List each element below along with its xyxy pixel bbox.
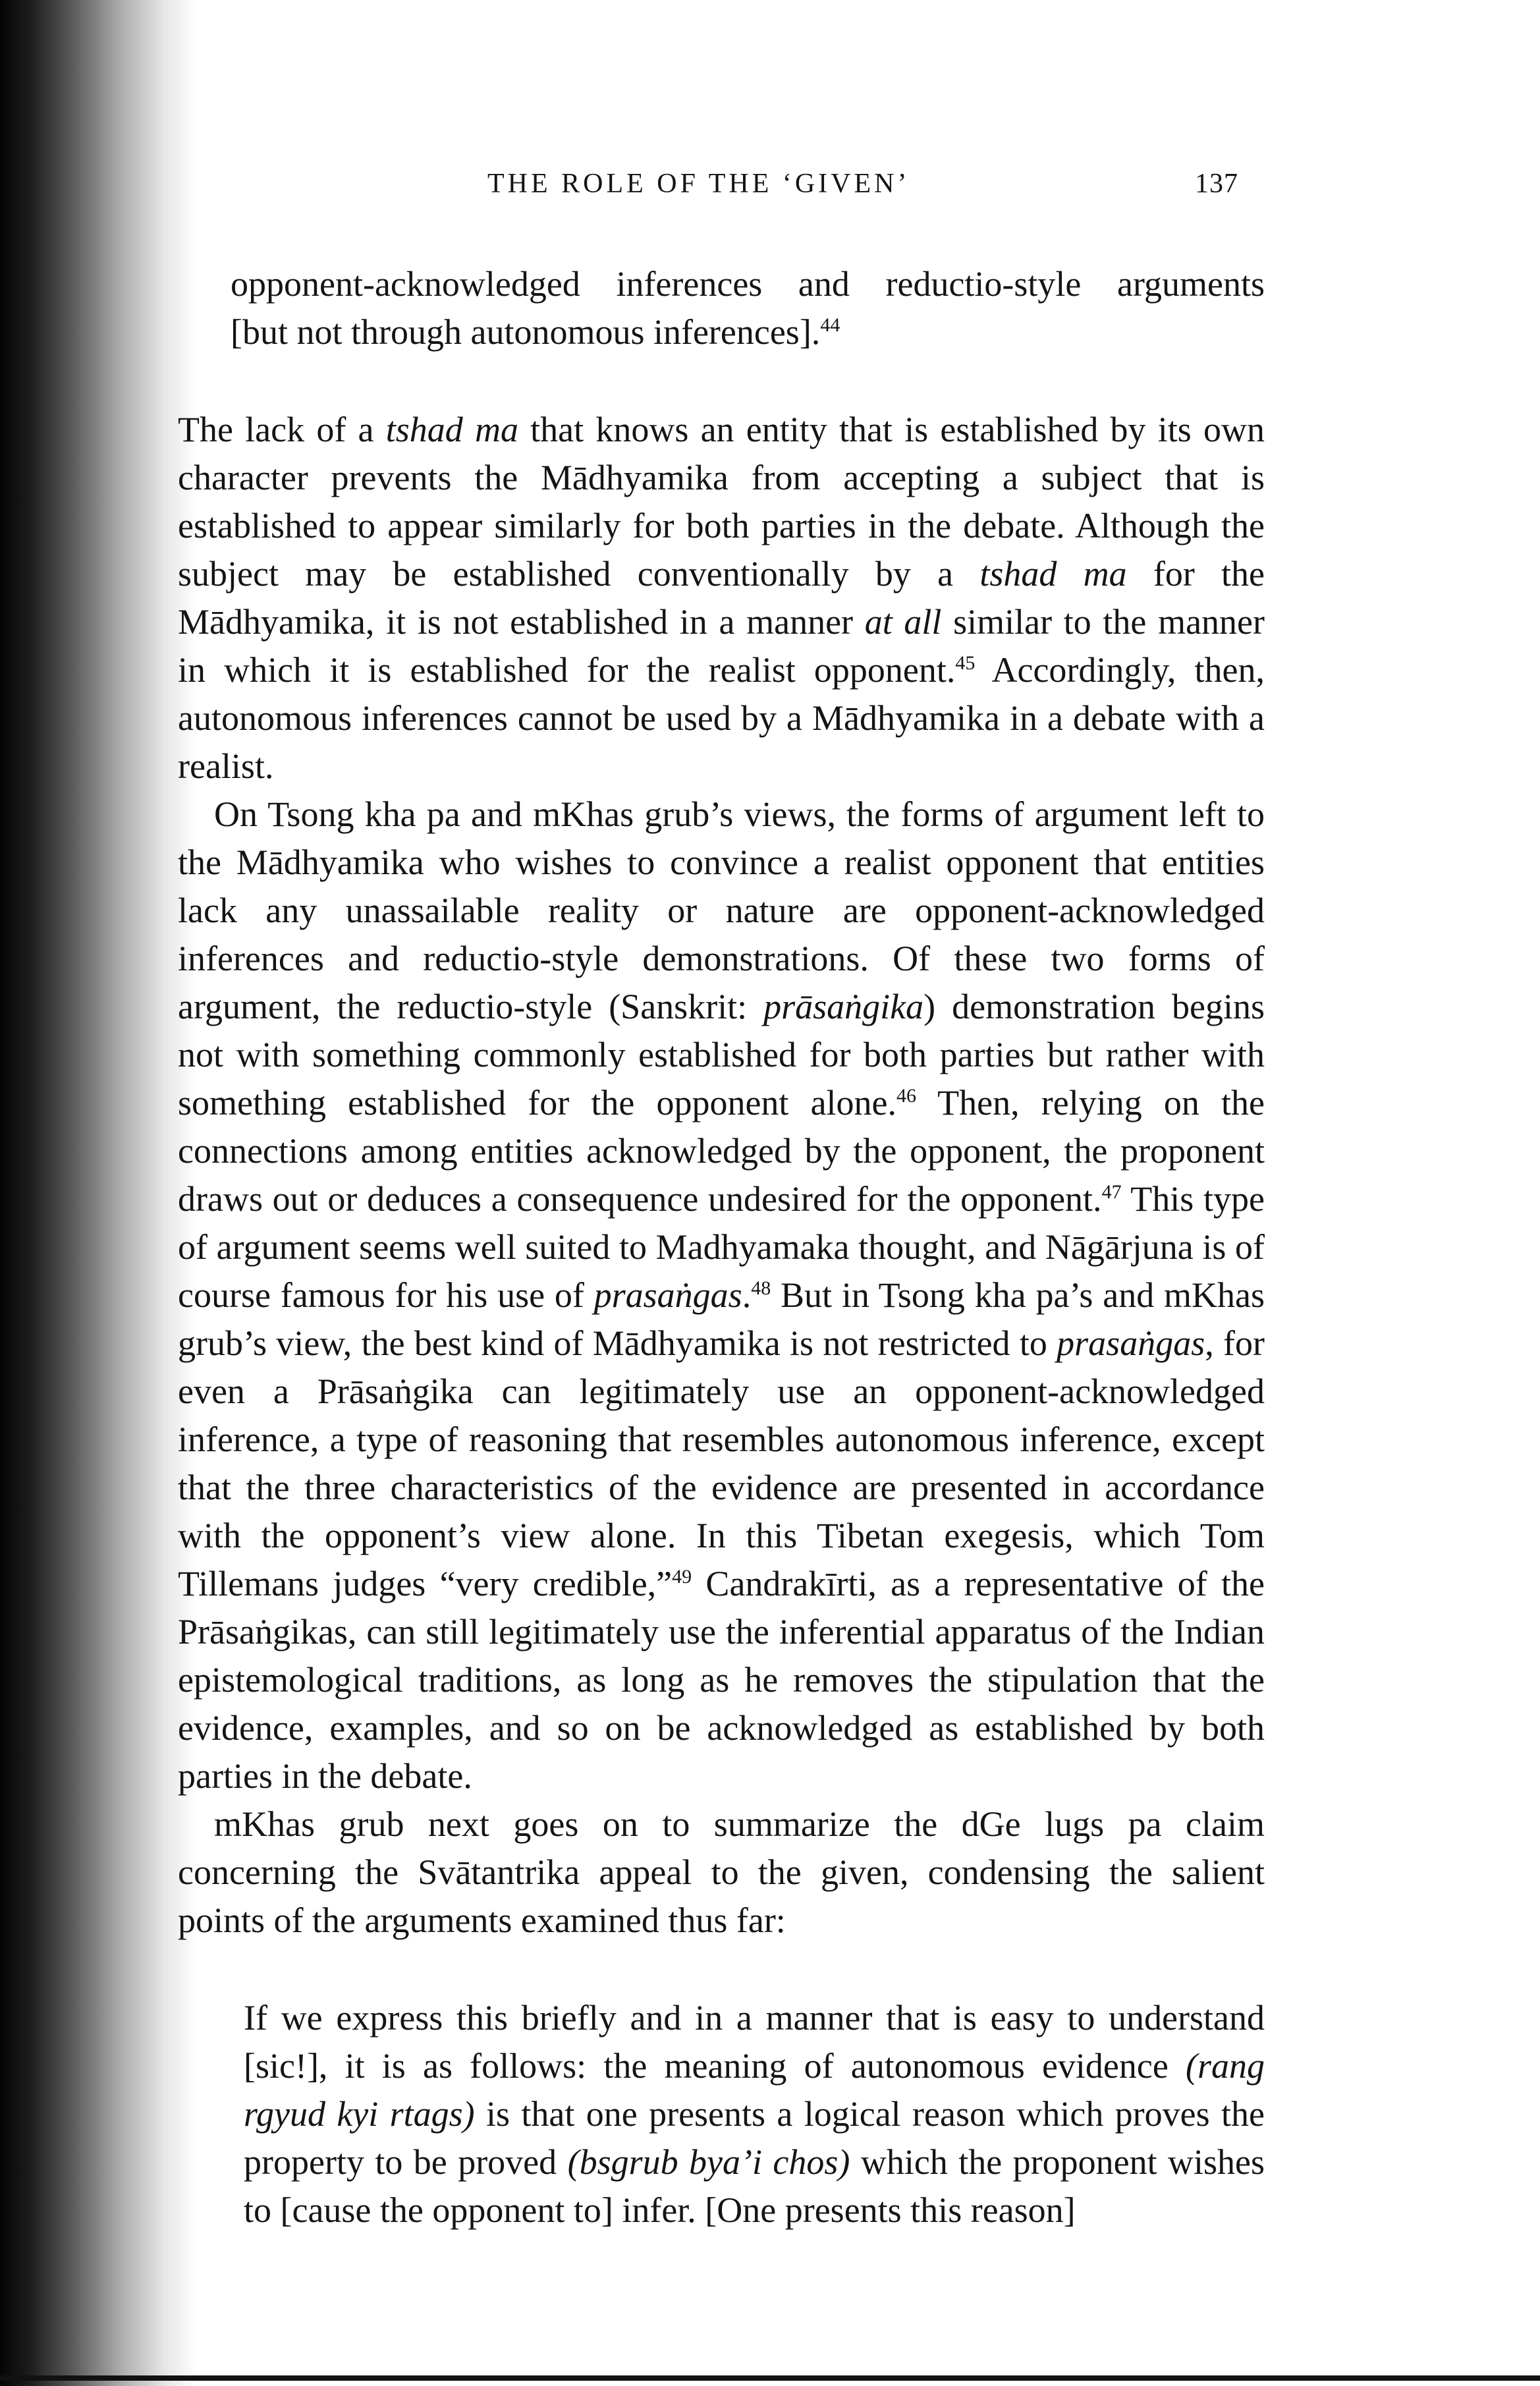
quote-line: [but not through autonomous inferences].$^{44}$ [231,312,840,352]
footnote-ref: 45 [955,652,976,674]
book-gutter-shadow [0,0,198,2386]
scan-bottom-edge [0,2375,1540,2381]
footnote-ref: 44 [820,314,840,336]
block-quote-continued [178,260,1265,356]
footnote-ref: 48 [751,1277,771,1299]
footnote-ref: 49 [672,1566,692,1588]
block-quote-mkhas-grub: If we express this briefly and in a manner that is easy to understand [sic!], it is as follows: the meaning of autonomous evidence (rang rgyud kyi rtags) is that one presents a logical reason which proves the property to be proved (bsgrub bya’i chos) which the proponent wishes to [cause the opponent to] infer. [One presents this reason] [244,1998,1265,2230]
paragraph-tshad-ma: The lack of a tshad ma that knows an entity that is established by its own character prevents the Mādhyamika from accepting a subject that is established to appear similarly for both parties in the debate. Although the subject may be established conventionally by a tshad ma for the Mādhyamika, it is not established in a manner at all similar to the manner in which it is established for the realist opponent.$^{45}$ Accordingly, then, autonomous inferences cannot be used by a Mādhyamika in a debate with a realist. [178,410,1265,786]
page-number: 137 [1195,169,1238,199]
quote-line: opponent-acknowledged inferences and reductio-style arguments [231,264,1265,304]
paragraph-mkhas-grub: mKhas grub next goes on to summarize the dGe lugs pa claim concerning the Svātantrika appeal to the given, condensing the salient points of the arguments examined thus far: [178,1804,1265,1940]
running-header [487,168,1238,208]
footnote-ref: 47 [1101,1181,1122,1203]
page-body [178,260,1265,2234]
running-title: THE ROLE OF THE ‘GIVEN’ [487,169,910,199]
footnote-ref: 46 [896,1085,917,1107]
paragraph-tsong-kha-pa: On Tsong kha pa and mKhas grub’s views, the forms of argument left to the Mādhyamika who wishes to convince a realist opponent that entities lack any unassailable reality or nature are opponent-acknowledged inferences and reductio-style demonstrations. Of these two forms of argument, the reductio-style (Sanskrit: prāsaṅgika) demonstration begins not with something commonly established for both parties but rather with something established for the opponent alone.$^{46}$ Then, relying on the connections among entities acknowledged by the opponent, the proponent draws out or deduces a consequence undesired for the opponent.$^{47}$ This type of argument seems well suited to Madhyamaka thought, and Nāgārjuna is of course famous for his use of prasaṅgas.$^{48}$ But in Tsong kha pa’s and mKhas grub’s view, the best kind of Mādhyamika is not restricted to prasaṅgas, for even a Prāsaṅgika can legitimately use an opponent-acknowledged inference, a type of reasoning that resembles autonomous inference, except that the three characteristics of the evidence are presented in accordance with the opponent’s view alone. In this Tibetan exegesis, which Tom Tillemans judges “very credible,”$^{49}$ Candrakīrti, as a representative of the Prāsaṅgikas, can still legitimately use the inferential apparatus of the Indian epistemological traditions, as long as he removes the stipulation that the evidence, examples, and so on be acknowledged as established by both parties in the debate. [178,794,1265,1796]
